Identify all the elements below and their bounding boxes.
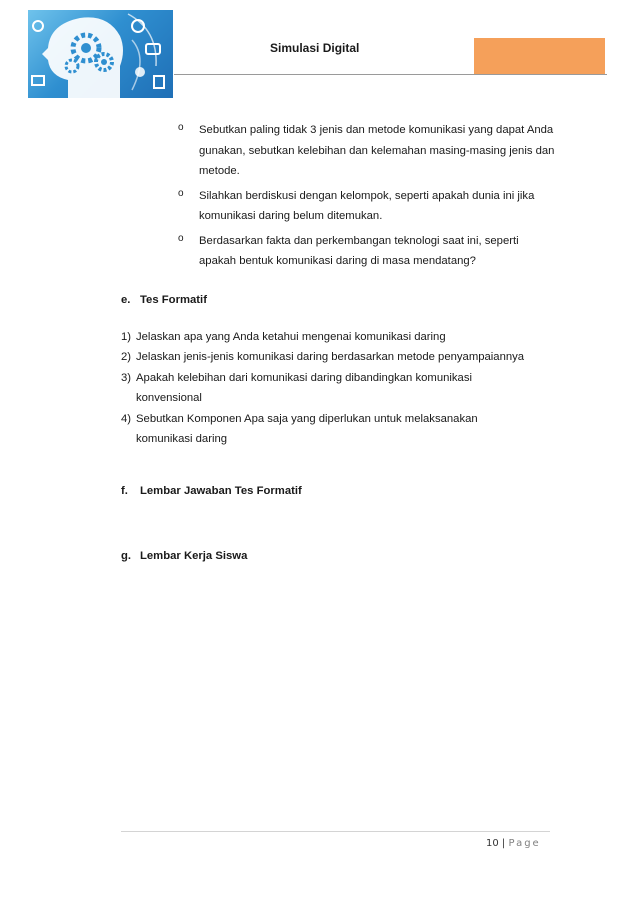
page-number: 10 bbox=[486, 838, 499, 849]
header-accent-box bbox=[474, 38, 605, 74]
bullet-text: Silahkan berdiskusi dengan kelompok, seperti apakah dunia ini jika komunikasi daring belum ditemukan. bbox=[199, 189, 535, 222]
question-number: 1) bbox=[121, 331, 132, 343]
section-letter: f. bbox=[121, 485, 128, 497]
section-letter: g. bbox=[121, 550, 132, 562]
question-item bbox=[121, 327, 561, 347]
question-item bbox=[121, 347, 561, 367]
bullet-mark: o bbox=[178, 232, 184, 244]
bullet-text: Berdasarkan fakta dan perkembangan teknologi saat ini, seperti apakah bentuk komunikasi daring di masa mendatang? bbox=[199, 234, 519, 267]
question-text: Jelaskan apa yang Anda ketahui mengenai komunikasi daring bbox=[136, 331, 446, 343]
question-number: 3) bbox=[121, 371, 132, 384]
question-text: Sebutkan Komponen Apa saja yang diperlukan untuk melaksanakan komunikasi daring bbox=[136, 412, 478, 446]
page-label: Page bbox=[508, 838, 541, 849]
question-text: Apakah kelebihan dari komunikasi daring dibandingkan komunikasi konvensional bbox=[136, 371, 472, 405]
section-heading-lembar-jawaban bbox=[121, 485, 302, 497]
section-title: Tes Formatif bbox=[140, 294, 207, 306]
discussion-bullet-list bbox=[178, 120, 558, 276]
section-title: Lembar Kerja Siswa bbox=[140, 550, 248, 562]
bullet-item bbox=[178, 231, 558, 272]
section-heading-lembar-kerja bbox=[121, 550, 247, 562]
question-number: 4) bbox=[121, 412, 132, 425]
question-number: 2) bbox=[121, 351, 132, 364]
footer-divider bbox=[121, 831, 550, 832]
question-text: Jelaskan jenis-jenis komunikasi daring berdasarkan metode penyampaiannya bbox=[136, 351, 525, 364]
head-gears-logo bbox=[28, 10, 173, 98]
question-item bbox=[121, 368, 526, 409]
bullet-item bbox=[178, 186, 558, 227]
bullet-item bbox=[178, 120, 558, 182]
header-title: Simulasi Digital bbox=[270, 41, 360, 55]
section-title: Lembar Jawaban Tes Formatif bbox=[140, 485, 302, 497]
footer-separator: | bbox=[501, 838, 506, 849]
header-divider bbox=[174, 74, 607, 75]
formative-question-list bbox=[121, 327, 561, 449]
bullet-mark: o bbox=[178, 122, 184, 133]
bullet-mark: o bbox=[178, 187, 184, 199]
section-letter: e. bbox=[121, 294, 131, 306]
page-footer bbox=[486, 838, 541, 849]
bullet-text: Sebutkan paling tidak 3 jenis dan metode komunikasi yang dapat Anda gunakan, sebutkan kelebihan dan kelemahan masing-masing jenis dan metode. bbox=[199, 124, 555, 177]
section-heading-tes-formatif bbox=[121, 294, 207, 306]
question-item bbox=[121, 409, 526, 450]
